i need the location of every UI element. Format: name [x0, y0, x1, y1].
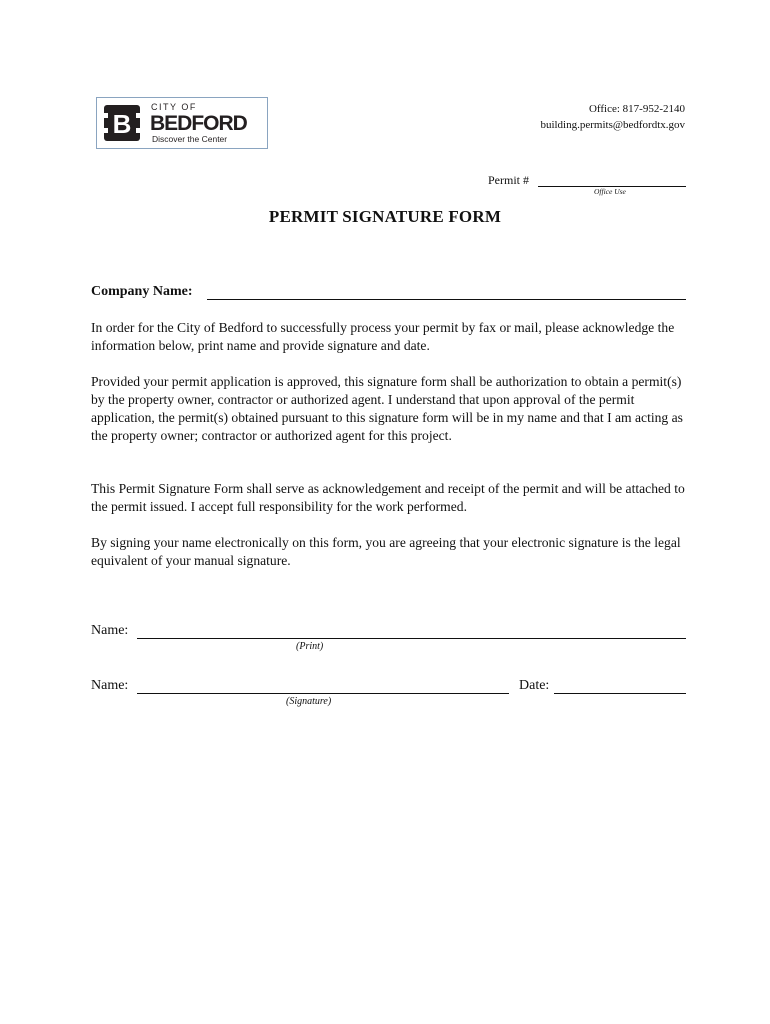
form-title: PERMIT SIGNATURE FORM	[268, 207, 502, 226]
logo-city-text: CITY OF	[151, 102, 197, 112]
print-name-field[interactable]	[137, 638, 686, 639]
signature-hint: (Signature)	[286, 696, 332, 707]
print-name-label: Name:	[91, 623, 129, 638]
permit-number-label: Permit #	[488, 173, 529, 187]
authorization-paragraph: Provided your permit application is approved, this signature form shall be authorization to obtain a permit(s) by the property owner, contractor or authorized agent. I understand that upon approval of the permit application, the permit(s) obtained pursuant to this signature form will be in my name and that I am acting as the property owner; contractor or authorized agent for this project.	[91, 374, 683, 443]
office-email: building.permits@bedfordtx.gov	[540, 119, 685, 131]
instructions-paragraph: In order for the City of Bedford to successfully process your permit by fax or mail, please acknowledge the information below, print name and provide signature and date.	[91, 320, 675, 353]
svg-text:B: B	[112, 109, 132, 139]
electronic-signature-paragraph: By signing your name electronically on this form, you are agreeing that your electronic signature is the legal equivalent of your manual signature.	[91, 535, 681, 568]
company-name-field[interactable]	[207, 299, 686, 300]
date-field[interactable]	[554, 693, 686, 694]
office-phone: Office: 817-952-2140	[588, 103, 685, 115]
signature-field[interactable]	[137, 693, 509, 694]
office-use-note: Office Use	[594, 187, 626, 196]
logo-name-text: BEDFORD	[150, 112, 247, 135]
logo-tagline-text: Discover the Center	[152, 134, 228, 144]
print-name-hint: (Print)	[296, 641, 324, 652]
signature-name-label: Name:	[91, 678, 129, 693]
bedford-logo-mark-icon	[104, 105, 140, 141]
acknowledgement-paragraph: This Permit Signature Form shall serve as acknowledgement and receipt of the permit and will be attached to the permit issued. I accept full responsibility for the work performed.	[91, 481, 685, 514]
company-name-label: Company Name:	[91, 284, 193, 299]
date-label: Date:	[519, 678, 550, 693]
city-logo	[96, 97, 268, 149]
